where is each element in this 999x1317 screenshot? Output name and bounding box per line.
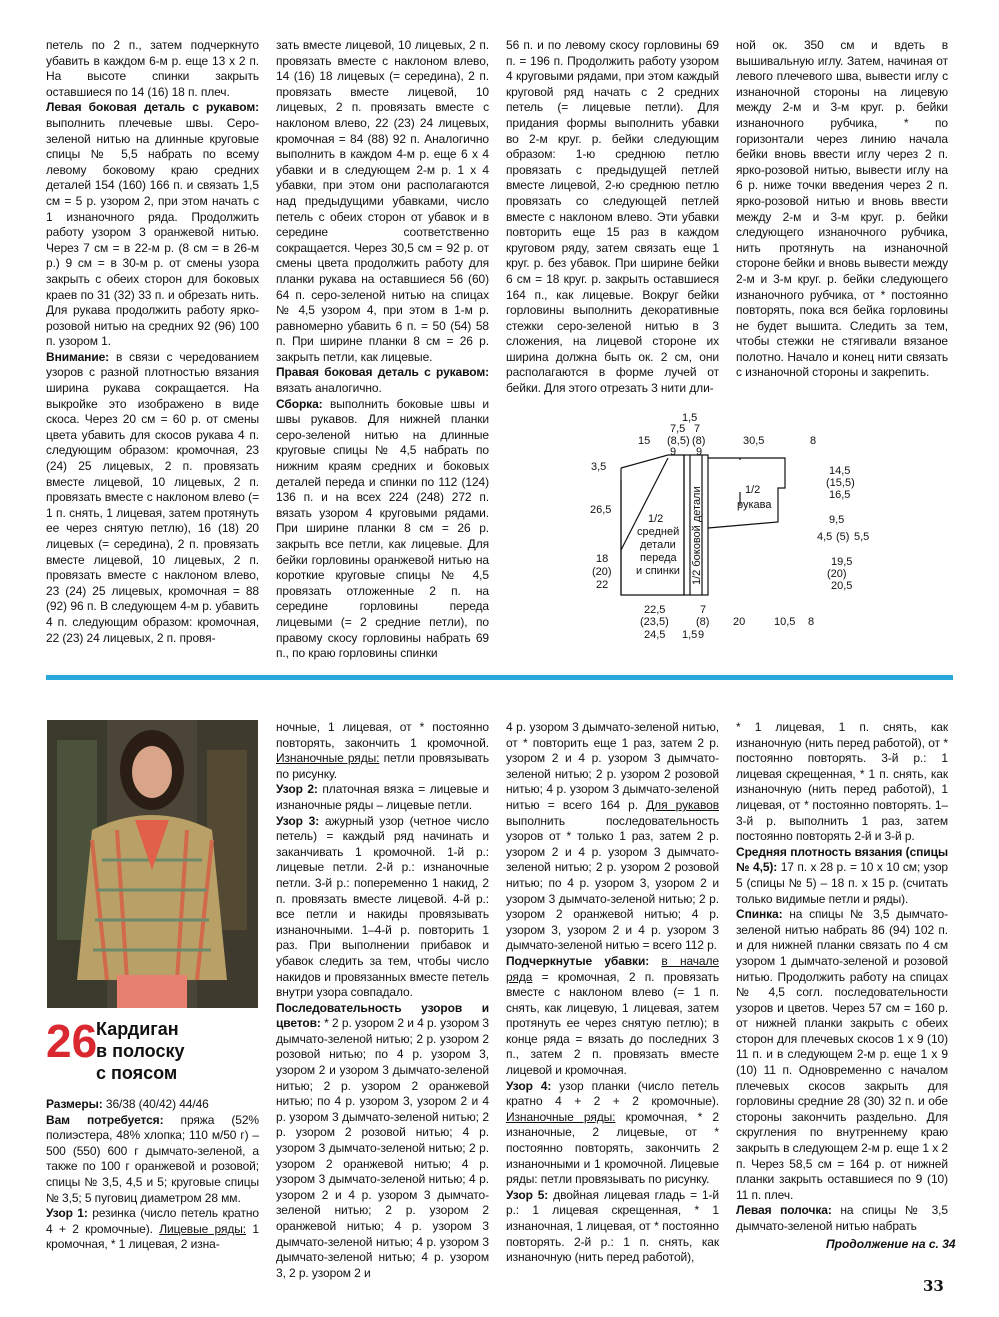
dim-label: 5,5 xyxy=(854,531,870,543)
paragraph-text xyxy=(649,954,661,968)
label: Узор 1: xyxy=(46,1206,88,1221)
paragraph-text: в связи с чередованием узоров с разной плотностью вязания ширина рукава сокращается. На выкройке это изображено в виде скоса. Через 20 см = 60 р. от смены цвета убавить для скосов рукава 4 п. следующим образом: кромочная, 23 (24) 25 лицевых, 2 п. провязать вместе лицевой, 10 лицевых, 2 п. провязать вместе с наклоном влево (= 1 п. снять, 1 лицевая, затем протянуть ее через снятую петлю), 16 (18) 20 лицевых (= середина), 2 п. провязать вместе лицевой, 10 лицевых, 2 п. провязать вместе с наклоном влево, 23 (24) 25 лицевых, кромочная = 88 (92) 96 п. В следующем 4-м р. убавить 4 п. следующим образом: кромочная, 22 (23) 24 лицевых, 2 п. провя- xyxy=(46,349,259,645)
dim-label: 30,5 xyxy=(743,435,765,447)
dim-label: (23,5) xyxy=(640,616,669,628)
paragraph xyxy=(46,350,259,646)
paragraph xyxy=(736,720,948,845)
dim-label: 10,5 xyxy=(774,616,796,628)
label: Подчеркнутые убавки: xyxy=(506,953,650,968)
piece-label: переда xyxy=(640,552,677,564)
article-title xyxy=(96,1018,184,1084)
label: Размеры: xyxy=(46,1097,103,1111)
paragraph-text: резинка (число петель кратно 4 + 2 кромочные). xyxy=(46,1206,259,1236)
paragraph-text: петли провязывать по рисунку. xyxy=(276,751,489,781)
dim-label: (8,5) xyxy=(667,435,690,447)
top-column-3 xyxy=(506,38,719,398)
section-heading: Левая боковая деталь с рукавом: xyxy=(46,100,259,115)
label: Узор 2: xyxy=(276,782,318,797)
paragraph-text: 17 п. х 28 р. = 10 х 10 см; узор 5 (спицы № 5) – 18 п. х 15 р. (считать только видимые петли и ряды). xyxy=(736,860,948,906)
paragraph xyxy=(276,1001,489,1282)
paragraph xyxy=(506,1079,719,1188)
title-line: с поясом xyxy=(96,1063,178,1083)
article-column-2 xyxy=(276,720,489,1280)
paragraph-text: кромочная, * 2 изнаночные, 2 лицевые, от * постоянно повторять, закончить 2 изнаночными и 1 кромочной. Лицевые ряды: петли провязывать по рисунку. xyxy=(506,1109,719,1187)
dim-label: 7,5 xyxy=(670,423,686,435)
piece-label: средней xyxy=(637,526,680,538)
label: Вам потребуется: xyxy=(46,1112,164,1127)
paragraph-text: ночные, 1 лицевая, от * постоянно повторять, закончить 1 кромочной. xyxy=(276,720,489,750)
paragraph xyxy=(46,100,259,350)
paragraph-text: пряжа (52% полиэстера, 48% хлопка; 110 м/50 г) – 500 (550) 600 г дымчато-зеленой, а также по 100 г оранжевой и розовой; спицы № 3,5, 4,5 и 5; круговые спицы № 3,5; 5 пуговиц диаметром 28 мм. xyxy=(46,1112,259,1205)
dim-label: 7 xyxy=(694,423,701,435)
paragraph xyxy=(276,365,489,396)
label: Узор 5: xyxy=(506,1187,549,1202)
dim-label: 22 xyxy=(596,579,609,591)
article-column-4 xyxy=(736,720,948,1233)
paragraph xyxy=(46,1206,259,1253)
section-heading: Правая боковая деталь с рукавом: xyxy=(276,365,489,380)
section-heading: Внимание: xyxy=(46,349,110,364)
pattern-schematic xyxy=(588,410,868,645)
dim-label: 20 xyxy=(733,616,746,628)
paragraph-text: выполнить последовательность узоров от * только 1 раз, затем 2 р. узором 2 и 4 р. узором 3 дымчато-зеленой нитью; 2 р. узором 2 розовой нитью; по 4 р. узором 3, узором 2 и узором 3 дымчато-зеленой нитью; 2 р. узором 2 оранжевой нитью; 4 р. узором 3, узором 2 и 4 р. узором 3 дымчато-зеленой нитью = всего 112 р. xyxy=(506,813,719,953)
label: Средняя плотность вязания (спицы № 4,5): xyxy=(736,844,948,875)
dim-label: 19,5 xyxy=(831,556,853,568)
piece-label: рукава xyxy=(737,499,772,511)
dim-label: 9 xyxy=(698,629,705,641)
dim-label: (20) xyxy=(827,568,847,580)
dim-label: 20,5 xyxy=(831,580,853,592)
underlined-label: Изнаночные ряды: xyxy=(506,1109,616,1124)
paragraph xyxy=(736,1203,948,1234)
piece-label: детали xyxy=(640,539,676,551)
piece-label: 1/2 боковой детали xyxy=(691,486,703,585)
paragraph-text: = кромочная, 2 п. провязать вместе с наклоном влево (= 1 п. снять, как лицевую, 1 лицевая, затем протянуть ее через снятую петлю); в конце ряда = вязать до последних 3 п., затем 2 п. провязать вместе лицевой и кромочная. xyxy=(506,969,719,1078)
model-photo xyxy=(47,720,258,1008)
section-separator xyxy=(46,675,953,680)
paragraph-text: двойная лицевая гладь = 1-й р.: 1 лицевая скрещенная, * 1 изнаночная, 1 лицевая, от * постоянно повторять. 2-й р.: 1 п. снять, как изнаночную (нить перед работой), xyxy=(506,1187,720,1265)
label: Левая полочка: xyxy=(736,1203,832,1218)
paragraph-text: на спицы № 3,5 дымчато-зеленой нитью набрать 86 (94) 102 п. и для нижней планки связать по 4 см узором 1 дымчато-зеленой и розовой нитью. Продолжить работу на спицах № 4,5 согл. последовательности узоров и цветов. Через 57 см = 160 р. от нижней планки закрыть с обеих сторон для плечевых скосов 1 х 9 (10) 11 п. и в следующем 2-м р. еще 1 х 9 (10) 11 п. Одновременно с началом плечевых скосов закрыть для горловины средние 28 (30) 32 п. и обе стороны закончить раздельно. Для скругления по внутреннему краю закрыть в следующем 2-м р. еще 1 х 2 п. Через 58,5 см = 164 р. от нижней планки закрыть оставшиеся по 9 (10) 11 п. плеч. xyxy=(736,907,948,1202)
paragraph-text: узор планки (число петель кратно 4 + 2 + 2 кромочные). xyxy=(506,1078,719,1109)
article-number: 26 xyxy=(46,1015,98,1067)
paragraph-text: на спицы № 3,5 дымчато-зеленой нитью набрать xyxy=(736,1203,948,1233)
paragraph xyxy=(46,1113,259,1207)
continued-note: Продолжение на с. 34 xyxy=(826,1237,956,1251)
underlined-label: Лицевые ряды: xyxy=(159,1221,247,1236)
dim-label: 1,5 xyxy=(682,412,698,424)
dim-label: 7 xyxy=(700,604,707,616)
paragraph-text: 4 р. узором 3 дымчато-зеленой нитью, от * повторить еще 1 раз, затем 2 р. узором 2 и 4 р. узором 3 дымчато-зеленой нитью; 2 р. узором 2 розовой нитью; 4 р. узором 3 дымчато-зеленой нитью = всего 164 р. xyxy=(506,720,719,812)
piece-label: и спинки xyxy=(636,565,680,577)
paragraph xyxy=(736,845,948,907)
paragraph-text: 36/38 (40/42) 44/46 xyxy=(102,1097,209,1111)
paragraph-text: вязать аналогично. xyxy=(276,381,382,396)
underlined-label: Для рукавов xyxy=(646,797,719,812)
top-column-2 xyxy=(276,38,489,661)
paragraph xyxy=(506,954,719,1079)
dim-label: 3,5 xyxy=(591,461,607,473)
dim-label: 15 xyxy=(638,435,651,447)
paragraph xyxy=(736,907,948,1203)
piece-label: 1/2 xyxy=(745,484,761,496)
dim-label: (15,5) xyxy=(826,477,855,489)
article-column-1 xyxy=(46,1097,259,1257)
paragraph xyxy=(46,1097,259,1113)
paragraph: ной ок. 350 см и вдеть в вышивальную иглу. Затем, начиная от левого плечевого шва, вывести иглу с изнаночной стороны на лицевую между 2-м и 3-м круг. р. бейки изнаночного рубчика, * по горизонтали через линию начала бейки вновь ввести иглу через 2 п. ярко-розовой нитью, вывести иглу на 6 р. ниже точки введения через 2 п. ярко-розовой нитью и вновь ввести между 2-м и 3-м круг. р. бейки следующего изнаночного рубчика, нить протянуть на изнаночной стороне бейки и вновь вывести между 2-м и 3-м круг. р. бейки следующего изнаночного рубчика, от * постоянно повторять, пока вся бейка горловины не будет вышита. Следить за тем, чтобы стежки не стягивали вязаное полотно. Начало и конец нити связать с изнаночной стороны и закрепить. xyxy=(736,38,948,380)
label: Последовательность узоров и цветов: xyxy=(276,1000,489,1031)
label: Спинка: xyxy=(736,907,783,922)
dim-label: 9 xyxy=(670,446,677,458)
dim-label: (8) xyxy=(696,616,710,628)
dim-label: 22,5 xyxy=(644,604,666,616)
title-line: Кардиган xyxy=(96,1019,179,1039)
dim-label: 16,5 xyxy=(829,489,851,501)
paragraph: петель по 2 п., затем подчеркнуто убавить в каждом 6-м р. еще 13 х 2 п. На высоте спинки закрыть оставшиеся по 14 (16) 18 п. плеч. xyxy=(46,38,259,99)
paragraph xyxy=(506,720,719,954)
dim-label: 18 xyxy=(596,553,609,565)
paragraph-text: ажурный узор (четное число петель) = каждый ряд начинать и заканчивать 1 кромочной. 1-й р.: лицевые петли. 2-й р.: изнаночные петли. 3-й р.: попеременно 1 накид, 2 п. провязать вместе лицевой. 4-й р.: все петли и накиды провязывать изнаночными. 1–4-й р. повторить 1 раз. При выполнении прибавок и убавок следить за тем, чтобы число накидов и провязанных вместе петель внутри узора совпадало. xyxy=(276,813,489,1000)
paragraph xyxy=(276,720,489,782)
paragraph-text: * 1 лицевая, 1 п. снять, как изнаночную (нить перед работой), от * постоянно повторять. 3-й р.: 1 лицевая скрещенная, * 1 п. снять, как изнаночную (нить перед работой), 1 лицевая, от * постоянно повторять. 1–3-й р. выполнить 1 раз, затем постоянно повторять 2-й и 3-й р. xyxy=(736,720,948,844)
dim-label: (20) xyxy=(592,566,612,578)
paragraph xyxy=(276,814,489,1001)
paragraph-text: * 2 р. узором 2 и 4 р. узором 3 дымчато-зеленой нитью; 2 р. узором 2 розовой нитью; по 4 р. узором 3, узором 2 и узором 3 дымчато-зеленой нитью; 2 р. узором 2 оранжевой нитью; по 4 р. узором 3, узором 2 и 4 р. узором 3 дымчато-зеленой нитью; 2 р. узором 2 розовой нитью; 4 р. узором 3 дымчато-зеленой нитью; 2 р. узором 2 оранжевой нитью; 4 р. узором 3 дымчато-зеленой нитью; 4 р. узором 2 и 4 р. узором 3 дымчато-зеленой нитью; 2 р. узором 2 оранжевой нитью; 4 р. узором 3 дымчато-зеленой нитью; 4 р. узором 3 дымчато-зеленой нитью; 4 р. узором 3, 2 р. узором 2 и xyxy=(276,1016,489,1280)
article-column-3 xyxy=(506,720,720,1265)
dim-label: (8) xyxy=(692,435,706,447)
paragraph-text: выполнить боковые швы и швы рукавов. Для нижней планки серо-зеленой нитью на длинные круговые спицы № 4,5 набрать по нижним краям средних и боковых деталей переда и спинки по 112 (124) 136 п. и на всех 224 (248) 272 п. вязать узором 4 круговыми рядами. При ширине планки 8 см = 26 р. закрыть все петли, как лицевые. Для бейки горловины оранжевой нитью на короткие круговые спицы № 4,5 провязать отложенные 2 п. на середине горловины переда лицевыми (= 2 средние петли), по правому скосу горловины набрать 69 п., по краю горловины спинки xyxy=(276,396,489,661)
paragraph: зать вместе лицевой, 10 лицевых, 2 п. провязать вместе с наклоном влево, 14 (16) 18 лицевых (= середина), 2 п. провязать вместе лицевой, 10 лицевых, 2 п. провязать вместе с наклоном влево, 22 (23) 24 лицевых, кромочная = 84 (88) 92 п. Аналогично выполнить в каждом 4-м р. еще 6 х 4 убавки и в следующем 2-м р. 1 х 4 убавки, при этом они располагаются над предыдущими убавками, число петель с обеих сторон от убавок и в середине соответственно сокращается. Через 30,5 см = 92 р. от смены цвета продолжить работу для планки рукава на оставшиеся 56 (60) 64 п. серо-зеленой нитью на спицах № 4,5 узором 4, при этом в 1-м р. равномерно убавить 6 п. = 50 (54) 58 п. При ширине планки 8 см = 26 р. закрыть петли, как лицевые. xyxy=(276,38,489,364)
paragraph xyxy=(276,782,489,813)
paragraph: 56 п. и по левому скосу горловины 69 п. = 196 п. Продолжить работу узором 4 круговыми рядами, при этом каждый круговой ряд начать с 2 средних петель (= лицевые петли). Для придания формы выполнить убавки во 2-м круг. р. бейки следующим образом: 1-ю среднюю петлю провязать с предыдущей петлей вместе лицевой, 2-ю среднюю петлю провязать со следующей петлей вместе с наклоном влево. Эти убавки повторить еще 15 раз в каждом круговом ряду, затем связать еще 1 круг. р. без убавок. При ширине бейки 6 см = 18 круг. р. закрыть оставшиеся 164 п., как лицевые. Вокруг бейки горловины выполнить декоративные стежки серо-зеленой нитью в 3 сложения, на лицевой стороне их ширина должна быть ок. 2 см, они располагаются в форме лучей от бейки. Для этого отрезать 3 нити дли- xyxy=(506,38,719,396)
piece-label: 1/2 xyxy=(648,513,664,525)
dim-label: 26,5 xyxy=(590,504,612,516)
dim-label: 24,5 xyxy=(644,629,666,641)
dim-label: 14,5 xyxy=(829,465,851,477)
underlined-label: Изнаночные ряды: xyxy=(276,751,380,766)
dim-label: 1,5 xyxy=(682,629,698,641)
page-number: 33 xyxy=(923,1277,944,1295)
dim-label: 9,5 xyxy=(829,514,845,526)
paragraph-text: выполнить плечевые швы. Серо-зеленой нитью на длинные круговые спицы № 5,5 набрать по всему левому боковому краю средних деталей 154 (160) 166 п. и связать 1,5 см = 5 р. узором 2, при этом начать с 1 изнаночного ряда. Продолжить работу узором 3 оранжевой нитью. Через 7 см = в 22-м р. (8 см = в 26-м р.) 9 см = в 30-м р. от смены узора закрыть с обеих сторон для боковых краев по 31 (32) 33 п. и обрезать нить. Для рукава продолжить работу ярко-розовой нитью на средних 92 (96) 100 п. узором 1. xyxy=(46,115,259,349)
top-column-4 xyxy=(736,38,948,378)
model-photo-illustration xyxy=(47,720,258,1008)
dim-label: 4,5 xyxy=(817,531,833,543)
dim-label: (5) xyxy=(836,531,850,543)
top-column-1 xyxy=(46,38,259,643)
paragraph xyxy=(276,397,489,662)
dim-label: 8 xyxy=(808,616,815,628)
section-heading: Сборка: xyxy=(276,396,323,411)
paragraph xyxy=(506,1188,719,1266)
title-line: в полоску xyxy=(96,1041,185,1061)
dim-label: 9 xyxy=(696,446,703,458)
dim-label: 8 xyxy=(810,435,817,447)
paragraph-text: платочная вязка = лицевые и изнаночные ряды – лицевые петли. xyxy=(276,782,489,812)
underlined-label: в начале ряда xyxy=(506,953,719,984)
label: Узор 4: xyxy=(506,1078,552,1093)
label: Узор 3: xyxy=(276,813,320,828)
paragraph-text: 1 кромочная, * 1 лицевая, 2 изна- xyxy=(46,1221,259,1252)
